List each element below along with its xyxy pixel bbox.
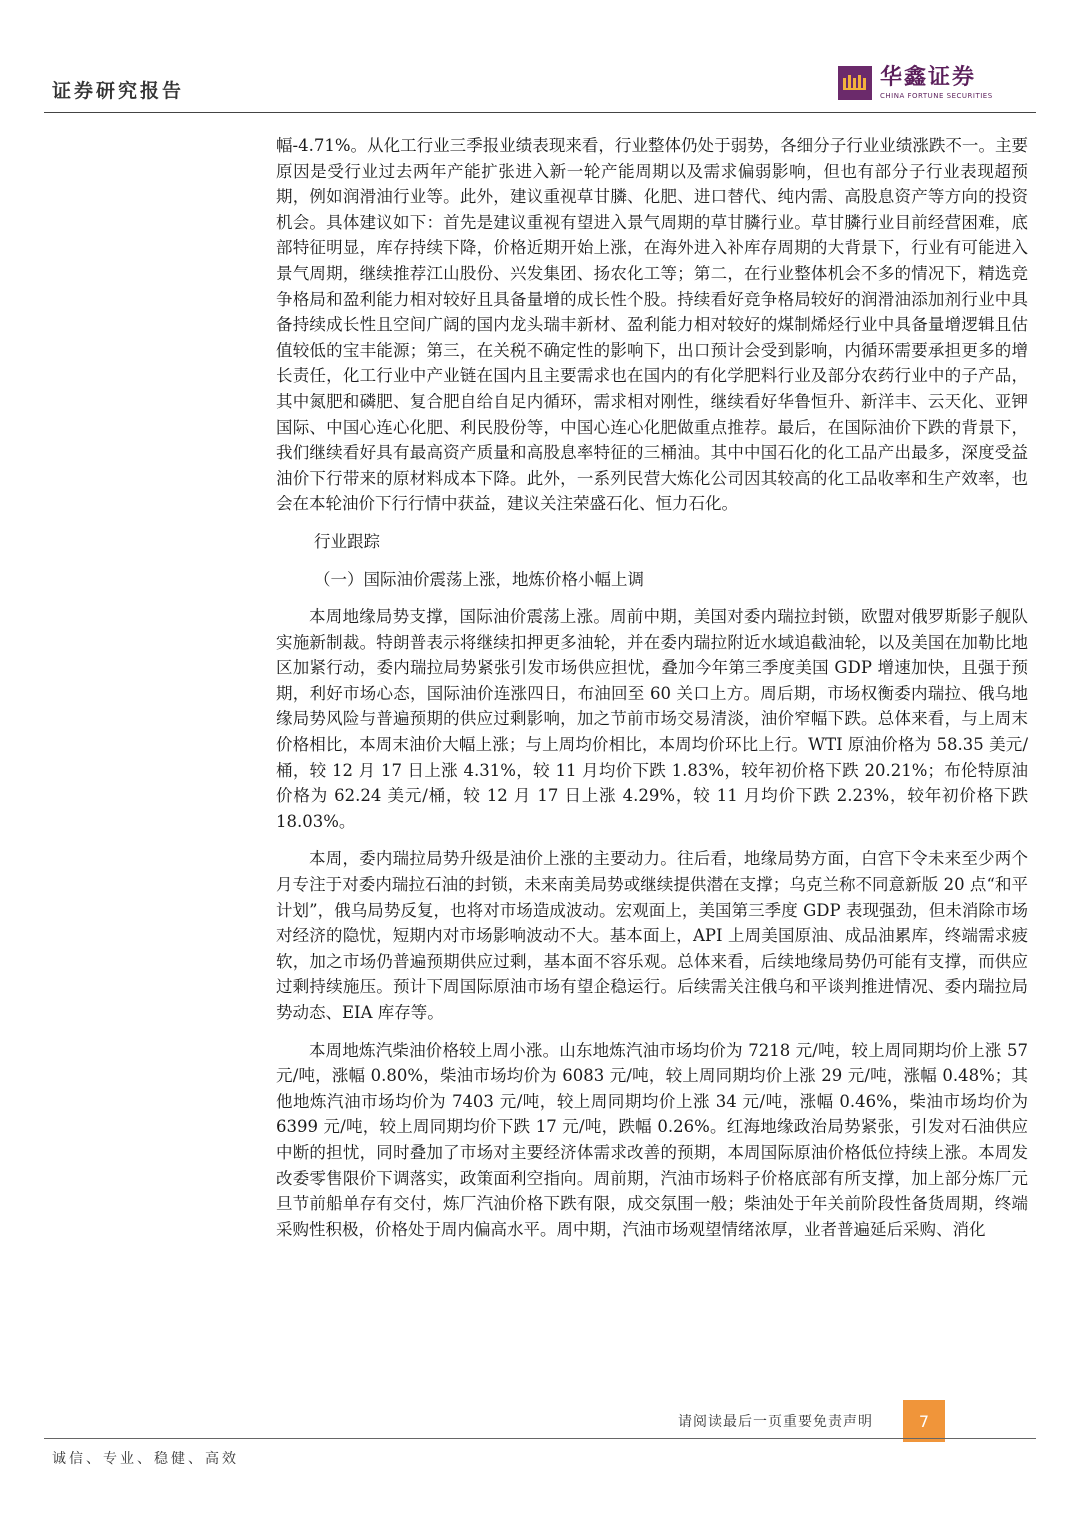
footer-divider: [44, 1438, 1036, 1439]
paragraph-investment-advice: 幅-4.71%。从化工行业三季报业绩表现来看，行业整体仍处于弱势，各细分子行业业绩涨跌不一。主要原因是受行业过去两年产能扩张进入新一轮产能周期以及需求偏弱影响，但也有部分子行业表现超预期，例如润滑油行业等。此外，建议重视草甘膦、化肥、进口替代、纯内需、高股息资产等方向的投资机会。具体建议如下：首先是建议重视有望进入景气周期的草甘膦行业。草甘膦行业目前经营困难，底部特征明显，库存持续下降，价格近期开始上涨，在海外进入补库存周期的大背景下，行业有可能进入景气周期，继续推荐江山股份、兴发集团、扬农化工等；第二，在行业整体机会不多的情况下，精选竞争格局和盈利能力相对较好且具备量增的成长性个股。持续看好竞争格局较好的润滑油添加剂行业中具备持续成长性且空间广阔的国内龙头瑞丰新材、盈利能力相对较好的煤制烯烃行业中具备量增逻辑且估值较低的宝丰能源；第三，在关税不确定性的影响下，出口预计会受到影响，内循环需要承担更多的增长责任，化工行业中产业链在国内且主要需求也在国内的有化学肥料行业及部分农药行业中的子产品，其中氮肥和磷肥、复合肥自给自足内循环，需求相对刚性，继续看好华鲁恒升、新洋丰、云天化、亚钾国际、中国心连心化肥、利民股份等，中国心连心化肥做重点推荐。最后，在国际油价下跌的背景下，我们继续看好具有最高资产质量和高股息率特征的三桶油。其中中国石化的化工品产出最多，深度受益油价下行带来的原材料成本下降。此外，一系列民营大炼化公司因其较高的化工品收率和生产效率，也会在本轮油价下行行情中获益，建议关注荣盛石化、恒力石化。: [276, 136, 1028, 514]
subsection-title: （一）国际油价震荡上涨，地炼价格小幅上调: [314, 569, 644, 589]
paragraph-oil-outlook: 本周，委内瑞拉局势升级是油价上涨的主要动力。往后看，地缘局势方面，白宫下令未来至少两个月专注于对委内瑞拉石油的封锁，未来南美局势或继续提供潜在支撑；乌克兰称不同意新版 20 点“和平计划”，俄乌局势反复，也将对市场造成波动。宏观面上，美国第三季度 GDP 表现强劲，但未消除市场对经济的隐忧，短期内对市场影响波动不大。基本面上，API 上周美国原油、成品油累库，终端需求疲软，加之市场仍普遍预期供应过剩，基本面不容乐观。总体来看，后续地缘局势仍可能有支撑，而供应过剩持续施压。预计下周国际原油市场有望企稳运行。后续需关注俄乌和平谈判推进情况、委内瑞拉局势动态、EIA 库存等。: [276, 849, 1028, 1022]
header-divider: [44, 112, 1036, 113]
company-logo: [838, 66, 993, 100]
logo-english-name: CHINA FORTUNE SECURITIES: [880, 92, 993, 100]
paragraph-oil-price-weekly: 本周地缘局势支撑，国际油价震荡上涨。周前中期，美国对委内瑞拉封锁，欧盟对俄罗斯影子舰队实施新制裁。特朗普表示将继续扣押更多油轮，并在委内瑞拉附近水域追截油轮，以及美国在加勒比地区加紧行动，委内瑞拉局势紧张引发市场供应担忧，叠加今年第三季度美国 GDP 增速加快，且强于预期，利好市场心态，国际油价连涨四日，布油回至 60 关口上方。周后期，市场权衡委内瑞拉、俄乌地缘局势风险与普遍预期的供应过剩影响，加之节前市场交易清淡，油价窄幅下跌。总体来看，与上周末价格相比，本周末油价大幅上涨；与上周均价相比，本周均价环比上行。WTI 原油价格为 58.35 美元/桶，较 12 月 17 日上涨 4.31%，较 11 月均价下跌 1.83%，较年初价格下跌 20.21%；布伦特原油价格为 62.24 美元/桶，较 12 月 17 日上涨 4.29%，较 11 月均价下跌 2.23%，较年初价格下跌 18.03%。: [276, 607, 1028, 831]
paragraph-refinery-prices: 本周地炼汽柴油价格较上周小涨。山东地炼汽油市场均价为 7218 元/吨，较上周同期均价上涨 57 元/吨，涨幅 0.80%，柴油市场均价为 6083 元/吨，较上周同期均价上涨 29 元/吨，涨幅 0.48%；其他地炼汽油市场均价为 7403 元/吨，较上周同期均价上涨 34 元/吨，涨幅 0.46%，柴油市场均价为 6399 元/吨，较上周同期均价下跌 17 元/吨，跌幅 0.26%。红海地缘政治局势紧张，引发对石油供应中断的担忧，同时叠加了市场对主要经济体需求改善的预期，本周国际原油价格低位持续上涨。本周发改委零售限价下调落实，政策面利空指向。周前期，汽油市场料子价格底部有所支撑，加上部分炼厂元旦节前船单存有交付，炼厂汽油价格下跌有限，成交氛围一般；柴油处于年关前阶段性备货周期，终端采购性积极，价格处于周内偏高水平。周中期，汽油市场观望情绪浓厚，业者普遍延后采购、消化: [276, 1040, 1028, 1239]
section-title: 行业跟踪: [314, 531, 380, 551]
logo-chinese-name: 华鑫证券: [880, 65, 977, 90]
report-type-label: 证券研究报告: [52, 80, 185, 102]
report-body: [276, 133, 1028, 1242]
disclaimer-note: 请阅读最后一页重要免责声明: [678, 1414, 873, 1430]
logo-mark-icon: [838, 66, 872, 100]
page-number: 7: [903, 1400, 945, 1442]
company-motto: 诚信、专业、稳健、高效: [52, 1451, 239, 1467]
